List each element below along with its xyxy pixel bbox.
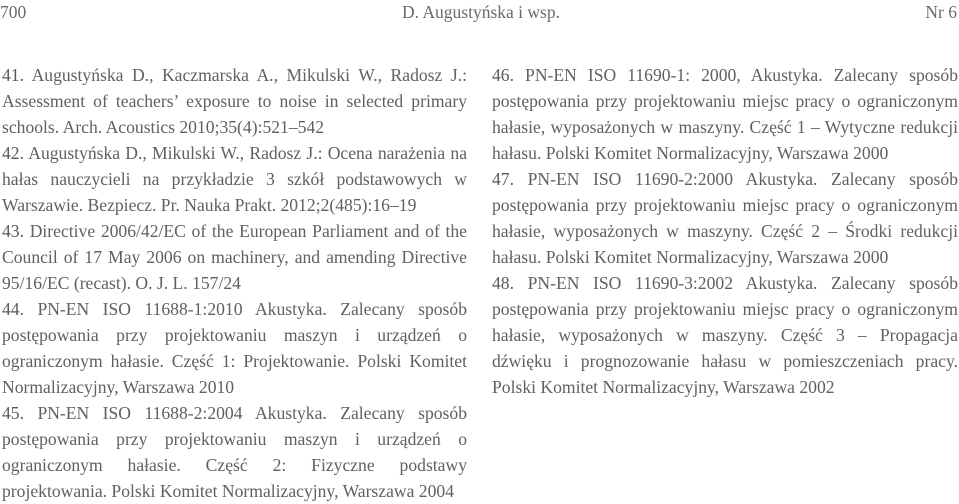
reference-42: [2, 140, 467, 218]
reference-text: PN-EN ISO 11688-1:2010 Akustyka. Zalecany sposób postępowania przy projektowaniu maszyn i urządzeń o ograniczonym hałasie. Część 1: Projektowanie. Polski Komitet Normalizacyjny, Warszawa 2010: [2, 299, 467, 397]
reference-text: Directive 2006/42/EC of the European Parliament and of the Council of 17 May 2006 on machinery, and amending Directive 95/16/EC (recast). O. J. L. 157/24: [2, 221, 467, 293]
reference-48: [492, 270, 958, 400]
reference-number: 48.: [492, 273, 514, 293]
reference-text: PN-EN ISO 11690-3:2002 Akustyka. Zalecany sposób postępowania przy projektowaniu miejsc pracy o ograniczonym hałasie, wyposażonych w maszyny. Część 3 – Propagacja dźwięku i prognozowanie hałasu w pomieszczeniach pracy. Polski Komitet Normalizacyjny, Warszawa 2002: [492, 273, 958, 397]
reference-43: [2, 218, 467, 296]
reference-text: PN-EN ISO 11690-1: 2000, Akustyka. Zalecany sposób postępowania przy projektowaniu miejsc pracy o ograniczonym hałasie, wyposażonych w maszyny. Część 1 – Wytyczne redukcji hałasu. Polski Komitet Normalizacyjny, Warszawa 2000: [492, 65, 958, 163]
running-title: D. Augustyńska i wsp.: [402, 2, 560, 22]
reference-number: 45.: [2, 403, 24, 423]
reference-46: [492, 62, 958, 166]
references-right-column: [492, 62, 958, 400]
issue-number: Nr 6: [925, 2, 957, 22]
references-left-column: [2, 62, 467, 504]
reference-number: 41.: [2, 65, 24, 85]
page-number: 700: [0, 2, 27, 22]
reference-number: 42.: [2, 143, 24, 163]
page-header: [0, 0, 959, 30]
reference-text: Augustyńska D., Mikulski W., Radosz J.: Ocena narażenia na hałas nauczycieli na przykładzie 3 szkół podstawowych w Warszawie. Bezpiecz. Pr. Nauka Prakt. 2012;2(485):16–19: [2, 143, 467, 215]
reference-47: [492, 166, 958, 270]
reference-45: [2, 400, 467, 504]
reference-number: 47.: [492, 169, 514, 189]
reference-41: [2, 62, 467, 140]
reference-44: [2, 296, 467, 400]
reference-number: 46.: [492, 65, 514, 85]
reference-text: PN-EN ISO 11688-2:2004 Akustyka. Zalecany sposób postępowania przy projektowaniu maszyn i urządzeń o ograniczonym hałasie. Część 2: Fizyczne podstawy projektowania. Polski Komitet Normalizacyjny, Warszawa 2004: [2, 403, 467, 501]
reference-text: PN-EN ISO 11690-2:2000 Akustyka. Zalecany sposób postępowania przy projektowaniu miejsc pracy o ograniczonym hałasie, wyposażonych w maszyny. Część 2 – Środki redukcji hałasu. Polski Komitet Normalizacyjny, Warszawa 2000: [492, 169, 958, 267]
reference-number: 44.: [2, 299, 24, 319]
reference-number: 43.: [2, 221, 24, 241]
reference-text: Augustyńska D., Kaczmarska A., Mikulski W., Radosz J.: Assessment of teachers’ exposure to noise in selected primary schools. Arch. Acoustics 2010;35(4):521–542: [2, 65, 467, 137]
